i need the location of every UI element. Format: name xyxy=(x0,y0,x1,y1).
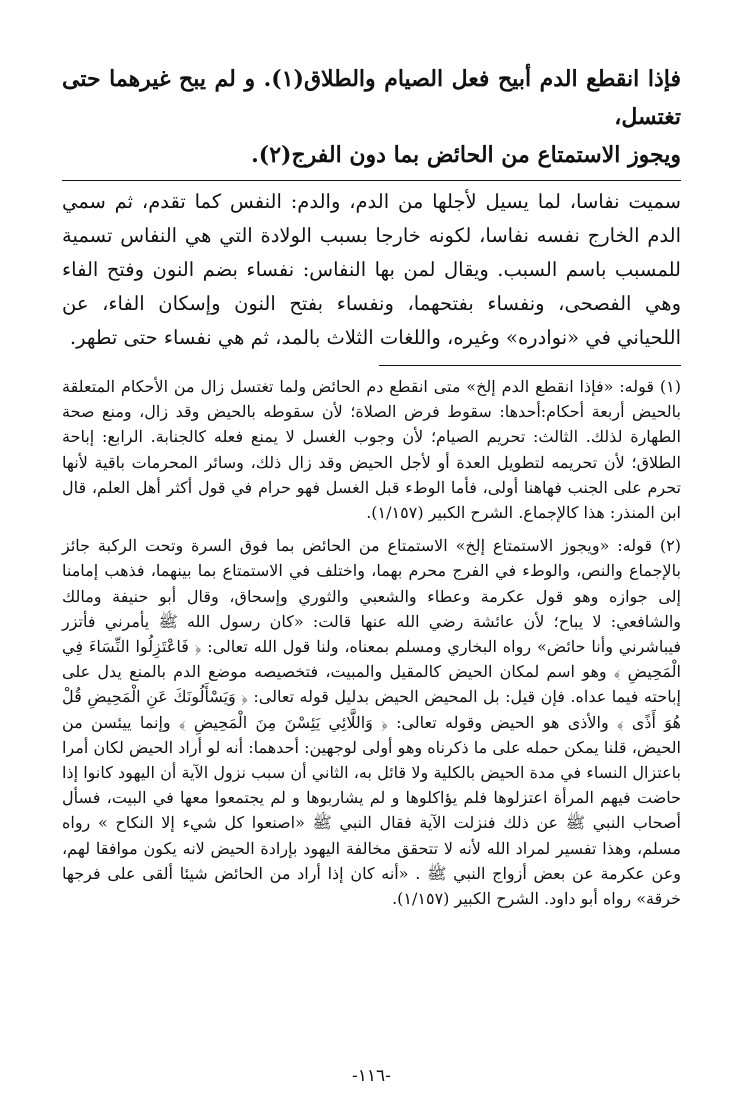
page-body xyxy=(62,60,681,919)
page-number: -١١٦- xyxy=(352,1066,391,1086)
commentary-text xyxy=(62,185,681,355)
footnote-2 xyxy=(62,533,681,911)
footnotes xyxy=(62,374,681,911)
main-text-line-2: ويجوز الاستمتاع من الحائض بما دون الفرج(٢). xyxy=(251,142,681,168)
main-text-line-1: فإذا انقطع الدم أبيح فعل الصيام والطلاق(١). و لم يبح غيرهما حتى تغتسل، xyxy=(62,66,681,130)
commentary-paragraph: سميت نفاسا، لما يسيل لأجلها من الدم، والدم: النفس كما تقدم، ثم سمي الدم الخارج نفسه نفاسا، لكونه خارجا بسبب الولادة التي هي النفاس تسمية للمسبب باسم السبب. ويقال لمن بها النفاس: نفساء بضم النون وفتح الفاء وهي الفصحى، ونفساء بفتحهما، ونفساء بفتح النون وإسكان الفاء، عن اللحياني في «نوادره» وغيره، واللغات الثلاث بالمد، ثم هي نفساء حتى تطهر. xyxy=(62,190,681,349)
footnote-number: (١) xyxy=(659,377,682,396)
footnote-separator xyxy=(379,365,681,366)
main-text-divider xyxy=(62,180,681,181)
main-text xyxy=(62,60,681,180)
footnote-1 xyxy=(62,374,681,525)
footnote-text: قوله: «ويجوز الاستمتاع إلخ» الاستمتاع من الحائض بما فوق السرة وتحت الركبة جائز بالإجماع والنص، والوطء في الفرج محرم بهما، واختلف في الاستمتاع بما بينهما، فذهب إمامنا إلى جوازه وهو قول عكرمة وعطاء والشعبي والثوري وإسحاق، وقال أبو حنيفة ومالك والشافعي: لا يباح؛ لأن عائشة رضي الله عنها قالت: «كان رسول الله ﷺ يأمرني فأتزر فيباشرني وأنا حائض» رواه البخاري ومسلم بمعناه، ولنا قول الله تعالى: ﴿ فَاعْتَزِلُوا النِّسَاءَ فِي الْمَحِيضِ ﴾ وهو اسم لمكان الحيض كالمقيل والمبيت، فتخصيصه موضع الدم بالمنع يدل على إباحته فيما عداه. فإن قيل: بل المحيض الحيض بدليل قوله تعالى: ﴿ وَيَسْأَلُونَكَ عَنِ الْمَحِيضِ قُلْ هُوَ أَذًى ﴾ والأذى هو الحيض وقوله تعالى: ﴿ وَاللَّائِي يَئِسْنَ مِنَ الْمَحِيضِ ﴾ وإنما ييئسن من الحيض، قلنا يمكن حمله على ما ذكرناه وهو أولى لوجهين: أحدهما: أنه لو أراد الحيض لكان أمرا باعتزال النساء في مدة الحيض بالكلية ولا قائل به، الثاني أن سبب نزول الآية أن اليهود كانوا إذا حاضت فيهم المرأة اعتزلوها فلم يؤاكلوها و لم يشاربوها و لم يجتمعوا معها في البيت، فسأل أصحاب النبي ﷺ عن ذلك فنزلت الآية فقال النبي ﷺ «اصنعوا كل شيء إلا النكاح » رواه مسلم، وهذا تفسير لمراد الله لأنه لا تتحقق مخالفة اليهود بإرادة الحيض لانه يكون موافقا لهم، وعن عكرمة عن بعض أزواج النبي ﷺ . «أنه كان إذا أراد من الحائض شيئا ألقى على فرجها خرقة» رواه أبو داود. الشرح الكبير (١/١٥٧). xyxy=(62,536,682,909)
footnote-text: قوله: «فإذا انقطع الدم إلخ» متى انقطع دم الحائض ولما تغتسل زال من الأحكام المتعلقة بالحيض أربعة أحكام:أحدها: سقوط فرض الصلاة؛ لأن سقوطه بالحيض وقد زال، ومنع صحة الطهارة لذلك. الثالث: تحريم الصيام؛ لأن وجوب الغسل لا يمنع فعله كالجنابة. الرابع: إباحة الطلاق؛ لأن تحريمه لتطويل العدة أو لأجل الحيض وقد زال ذلك، وسائر المحرمات باقية لأنها تحرم على الجنب فهاهنا أولى، فأما الوطء قبل الغسل فهو حرام في قول أكثر أهل العلم، قال ابن المنذر: هذا كالإجماع. الشرح الكبير (١/١٥٧). xyxy=(62,377,681,523)
footnote-number: (٢) xyxy=(659,536,681,556)
